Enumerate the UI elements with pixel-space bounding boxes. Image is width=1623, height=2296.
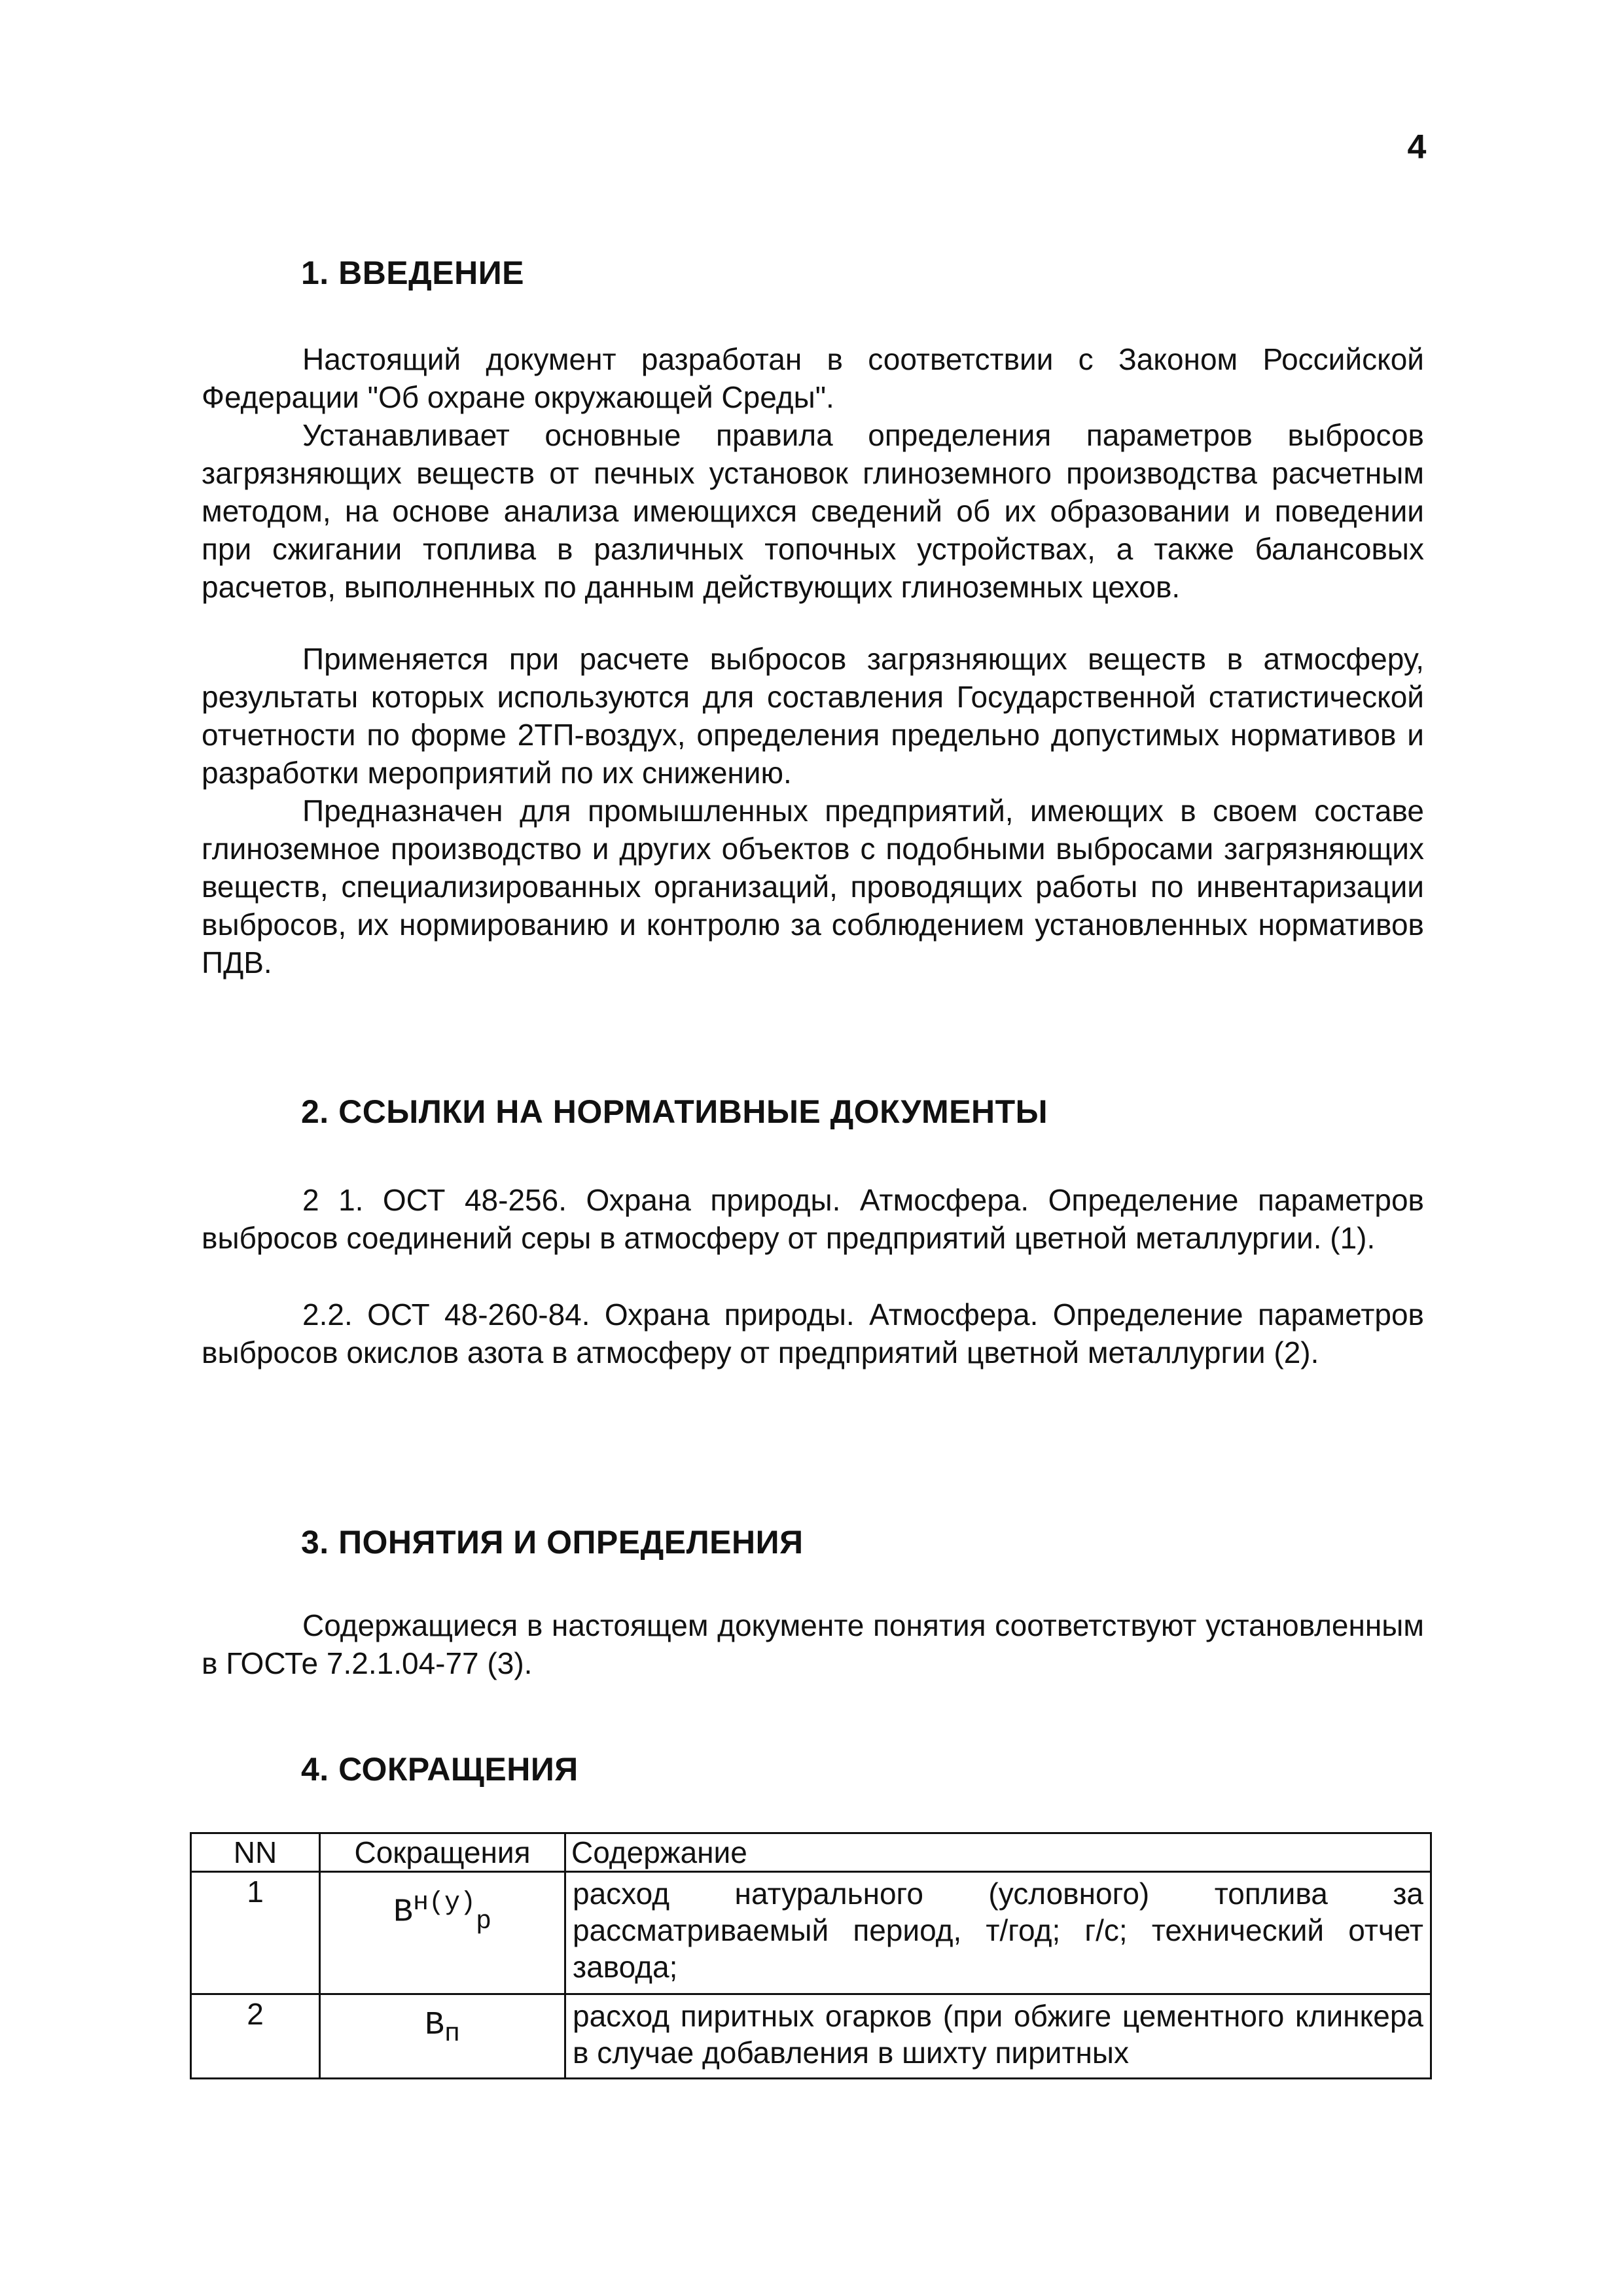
symbol-base: B	[393, 1894, 413, 1932]
intro-paragraph-4: Предназначен для промышленных предприятий, имеющих в своем составе глиноземное производство и других объектов с подобными выбросами загрязняющих веществ, специализированных организаций, проводящих работы по инвентаризации выбросов, их нормированию и контролю за соблюдением установленных нормативов ПДВ.	[202, 794, 1424, 980]
abbreviation-symbol	[320, 1994, 565, 2079]
symbol-subscript: п	[444, 2020, 461, 2049]
page-number: 4	[1407, 128, 1427, 166]
abbreviation-symbol	[320, 1872, 565, 1994]
column-header-content: Содержание	[565, 1833, 1431, 1872]
definitions-paragraph: Содержащиеся в настоящем документе понятия соответствуют установленным в ГОСТе 7.2.1.04-77 (3).	[202, 1608, 1424, 1680]
abbreviations-table	[190, 1832, 1432, 2079]
table-header-row	[191, 1833, 1431, 1872]
intro-paragraph-2: Устанавливает основные правила определения параметров выбросов загрязняющих веществ от печных установок глиноземного производства расчетным методом, на основе анализа имеющихся сведений об их образовании и поведении при сжигании топлива в различных топочных устройствах, а также балансовых расчетов, выполненных по данным действующих глиноземных цехов.	[202, 418, 1424, 604]
symbol-superscript: н(у)	[412, 1888, 476, 1918]
section-heading-introduction: 1. ВВЕДЕНИЕ	[301, 255, 525, 291]
intro-paragraph-1: Настоящий документ разработан в соответствии с Законом Российской Федерации "Об охране окружающей Среды".	[202, 342, 1424, 414]
table-row	[191, 1872, 1431, 1994]
abbreviation-content: расход натурального (условного) топлива за рассматриваемый период, т/год; г/с; технический отчет завода;	[565, 1872, 1431, 1994]
table-row	[191, 1994, 1431, 2079]
column-header-nn: NN	[191, 1833, 320, 1872]
intro-paragraph-3: Применяется при расчете выбросов загрязняющих веществ в атмосферу, результаты которых используются для составления Государственной статистической отчетности по форме 2ТП-воздух, определения предельно допустимых нормативов и разработки мероприятий по их снижению.	[202, 642, 1424, 790]
symbol-cinder-consumption	[425, 2007, 460, 2053]
section-heading-definitions: 3. ПОНЯТИЯ И ОПРЕДЕЛЕНИЯ	[301, 1524, 804, 1561]
symbol-subscript: р	[476, 1907, 492, 1937]
symbol-base: B	[424, 2007, 444, 2044]
section-heading-references: 2. ССЫЛКИ НА НОРМАТИВНЫЕ ДОКУМЕНТЫ	[301, 1093, 1048, 1130]
reference-item-2: 2.2. ОСТ 48-260-84. Охрана природы. Атмосфера. Определение параметров выбросов окислов азота в атмосферу от предприятий цветной металлургии (2).	[202, 1298, 1424, 1369]
reference-item-1: 2 1. ОСТ 48-256. Охрана природы. Атмосфера. Определение параметров выбросов соединений серы в атмосферу от предприятий цветной металлургии. (1).	[202, 1183, 1424, 1255]
symbol-fuel-consumption	[393, 1885, 491, 1941]
section-heading-abbreviations: 4. СОКРАЩЕНИЯ	[301, 1751, 579, 1788]
row-number: 2	[191, 1994, 320, 2079]
column-header-abbreviation: Сокращения	[320, 1833, 565, 1872]
abbreviation-content: расход пиритных огарков (при обжиге цементного клинкера в случае добавления в шихту пиритных	[565, 1994, 1431, 2079]
row-number: 1	[191, 1872, 320, 1994]
